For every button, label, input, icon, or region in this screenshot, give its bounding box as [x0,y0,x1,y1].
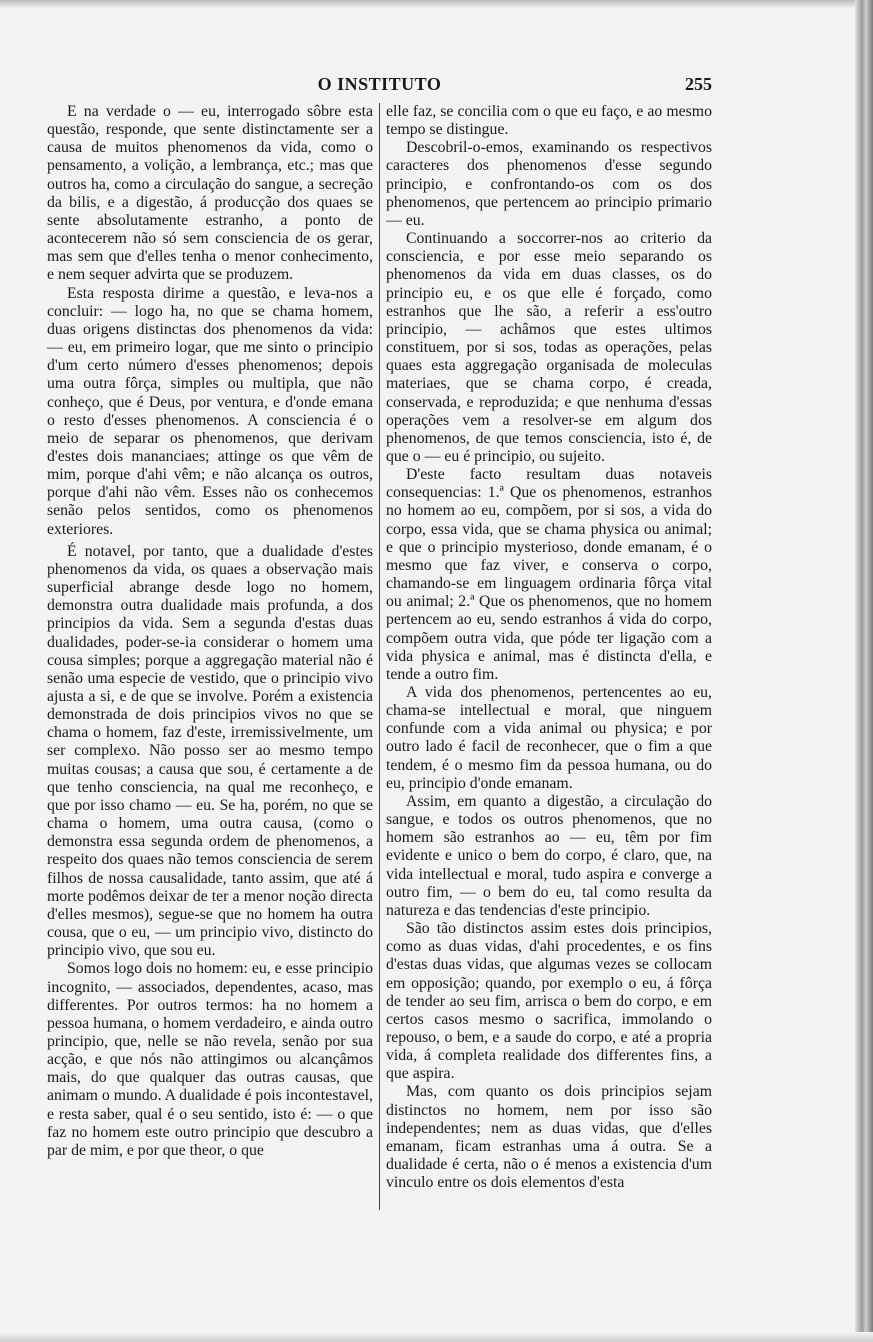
right-column [386,103,712,1192]
column-divider [379,103,380,1210]
paragraph: Mas, com quanto os dois principios sejam distinctos no homem, nem por isso são independentes; nem as duas vidas, que d'elles emanam, ficam estranhas uma á outra. Se a dualidade é certa, não o é menos a existencia d'um vinculo entre os dois elementos d'esta [386,1083,712,1192]
running-head [47,74,712,96]
left-column [47,103,373,1160]
paragraph: A vida dos phenomenos, pertencentes ao eu, chama-se intellectual e moral, que ninguem confunde com a vida animal ou physica; e por outro lado é facil de reconhecer, que o fim a que tendem, é o mesmo fim da pessoa humana, ou do eu, principio d'onde emanam. [386,684,712,792]
paragraph: Descobril-o-emos, examinando os respectivos caracteres dos phenomenos d'esse segundo principio, e confrontando-os com os dos phenomenos, que pertencem ao principio primario — eu. [386,139,712,229]
journal-title: O INSTITUTO [317,74,442,94]
paragraph: É notavel, por tanto, que a dualidade d'estes phenomenos da vida, os quaes a observação mais superficial abrange desde logo no homem, demonstra outra dualidade mais profunda, a dos principios da vida. Sem a segunda d'estas duas dualidades, poder-se-ia considerar o homem uma cousa simples; porque a aggregação material não é senão uma especie de vestido, que o principio vivo ajusta a si, e de que se involve. Porém a existencia demonstrada de dois principios vivos no que se chama o homem, faz d'este, irremissivelmente, um ser complexo. Não posso ser ao mesmo tempo muitas cousas; a causa que sou, é certamente a de que tenho consciencia, na qual me reconheço, e que por isso chamo — eu. Se ha, porém, no que se chama o homem, uma outra causa, (como o demonstra essa segunda ordem de phenomenos, a respeito dos quaes não temos consciencia de serem filhos de nossa causalidade, tanto assim, que até á morte podêmos deixar de ter a menor noção directa d'elles mesmos), segue-se que no homem ha outra cousa, que o eu, — um principio vivo, distincto do principio vivo, que sou eu. [47,542,373,960]
book-spine-edge [855,0,873,1342]
paragraph: Assim, em quanto a digestão, a circulação do sangue, e todos os outros phenomenos, que no homem são estranhos ao — eu, têm por fim evidente e unico o bem do corpo, é claro, que, na vida intellectual e moral, tudo aspira e converge a outro fim, — o bem do eu, tal como resulta da natureza e das tendencias d'este principio. [386,792,712,919]
scan-top-shadow [0,0,873,8]
paragraph: Esta resposta dirime a questão, e leva-nos a concluir: — logo ha, no que se chama homem, duas origens distinctas dos phenomenos da vida: — eu, em primeiro logar, que me sinto o principio d'um certo número d'esses phenomenos; depois uma outra fôrça, simples ou multipla, que não conheço, que é Deus, por ventura, e d'onde emana o resto d'esses phenomenos. A consciencia é o meio de separar os phenomenos, que derivam d'estes dois mananciaes; attinge os que vêm de mim, porque d'ahi vêm; e não alcança os outros, porque d'ahi não vêm. Esses não os conhecemos senão pelos sentidos, como os phenomenos exteriores. [47,284,373,538]
paragraph: D'este facto resultam duas notaveis consequencias: 1.ª Que os phenomenos, estranhos no homem ao eu, compõem, por si sos, a vida do corpo, essa vida, que se chama physica ou animal; e que o principio mysterioso, donde emanam, é o mesmo que faz viver, e conserva o corpo, chamando-se em linguagem ordinaria fôrça vital ou animal; 2.ª Que os phenomenos, que no homem pertencem ao eu, sendo estranhos á vida do corpo, compõem outra vida, que póde ter ligação com a vida physica e animal, mas é distincta d'ella, e tende a outro fim. [386,466,712,683]
scan-bottom-shadow [0,1332,873,1342]
paragraph: elle faz, se concilia com o que eu faço, e ao mesmo tempo se distingue. [386,103,712,139]
paragraph: E na verdade o — eu, interrogado sôbre esta questão, responde, que sente distinctamente ser a causa de muitos phenomenos da vida, como o pensamento, a volição, a lembrança, etc.; mas que outros ha, como a circulação do sangue, a secreção da bilis, e a digestão, á producção dos quaes se sente absolutamente estranho, a ponto de acontecerem não só sem consciencia de os gerar, mas sem que d'elles tenha o menor conhecimento, e nem sequer advirta que se produzem. [47,103,373,284]
paragraph: Continuando a soccorrer-nos ao criterio da consciencia, e por esse meio separando os phenomenos da vida em duas classes, os do principio eu, e os que elle é forçado, como estranhos que lhe são, a referir a ess'outro principio, — achâmos que estes ultimos constituem, por si sos, todas as operações, pelas quaes esta aggregação organisada de moleculas materiaes, que se chama corpo, é creada, conservada, e reproduzida; e que nenhuma d'essas operações vem a resolver-se em algum dos phenomenos, de que temos consciencia, isto é, de que o — eu é principio, ou sujeito. [386,230,712,465]
paragraph: São tão distinctos assim estes dois principios, como as duas vidas, d'ahi procedentes, e os fins d'estas duas vidas, que algumas vezes se collocam em opposição; quando, por exemplo o eu, á fôrça de tender ao seu fim, arrisca o bem do corpo, e em certos casos mesmo o sacrifica, immolando o repouso, o bem, e a saude do corpo, e até a propria vida, á completa realidade dos differentes fins, a que aspira. [386,920,712,1083]
page-number: 255 [685,74,712,94]
paragraph: Somos logo dois no homem: eu, e esse principio incognito, — associados, dependentes, acaso, mas differentes. Por outros termos: ha no homem a pessoa humana, o homem verdadeiro, e ainda outro principio, que, nelle se não revela, senão por sua acção, e que nós não attingimos ou alcançâmos mais, do que qualquer das outras causas, que animam o mundo. A dualidade é pois incontestavel, e resta saber, qual é o seu sentido, isto é: — o que faz no homem este outro principio que descubro a par de mim, e por que theor, o que [47,960,373,1159]
